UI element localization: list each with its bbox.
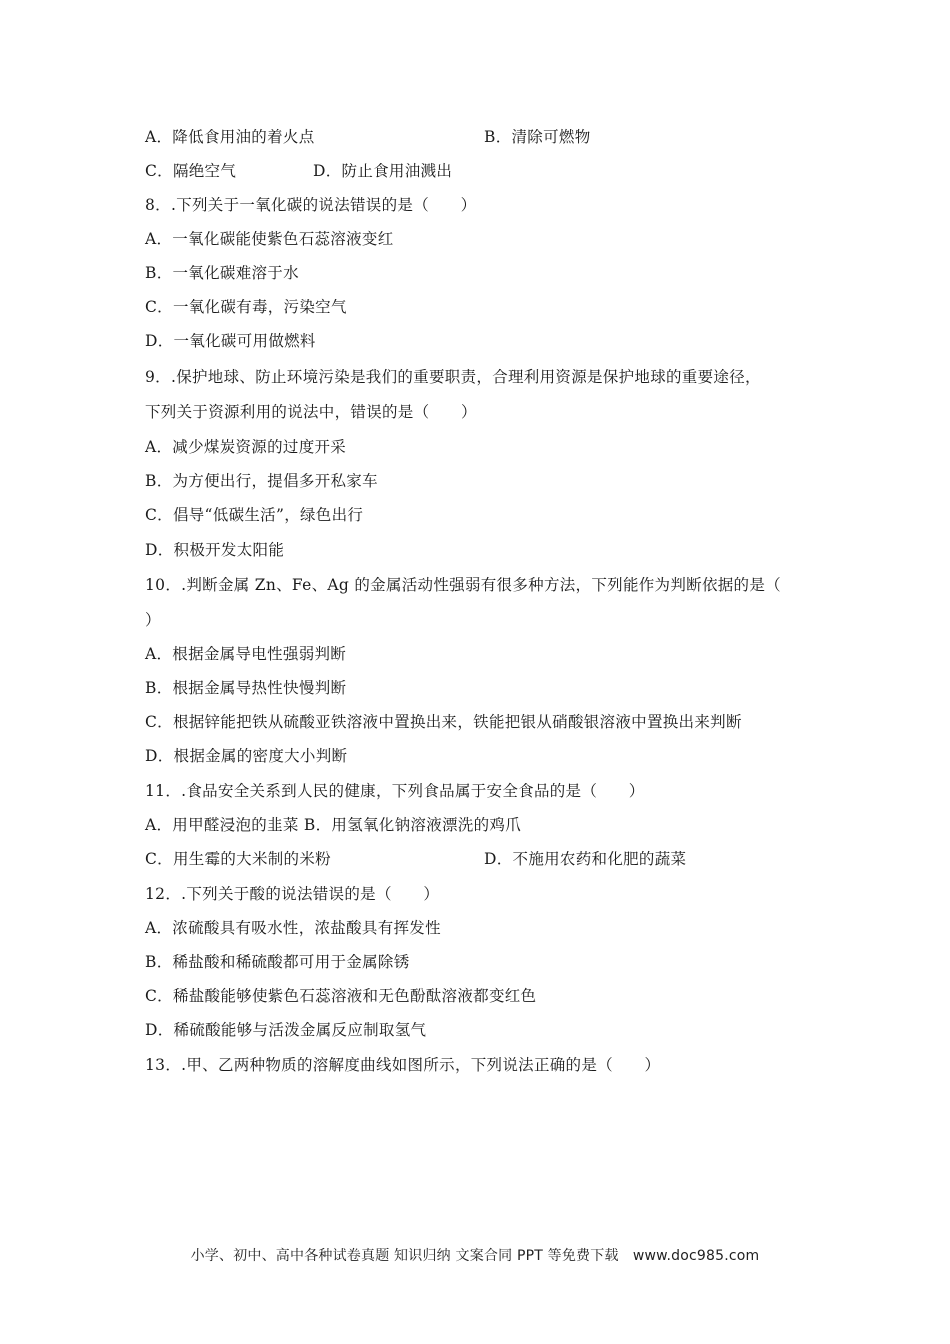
q10-option-c: C．根据锌能把铁从硫酸亚铁溶液中置换出来，铁能把银从硝酸银溶液中置换出来判断	[145, 713, 742, 731]
q11-option-ab: A．用甲醛浸泡的韭菜 B．用氢氧化钠溶液漂洗的鸡爪	[145, 816, 522, 834]
q10-option-b: B．根据金属导热性快慢判断	[145, 679, 347, 697]
q8-stem: 8．.下列关于一氧化碳的说法错误的是（ ）	[145, 196, 477, 214]
q9-option-d: D．积极开发太阳能	[145, 541, 285, 559]
q10-option-a: A．根据金属导电性强弱判断	[145, 645, 347, 663]
q8-option-c: C．一氧化碳有毒，污染空气	[145, 298, 347, 316]
q9-option-a: A．减少煤炭资源的过度开采	[145, 438, 347, 456]
q8-option-b: B．一氧化碳难溶于水	[145, 264, 299, 282]
q7-option-b: B．清除可燃物	[484, 128, 591, 146]
q12-stem: 12．.下列关于酸的说法错误的是（ ）	[145, 885, 440, 903]
page-footer: 小学、初中、高中各种试卷真题 知识归纳 文案合同 PPT 等免费下载 www.doc985.com	[190, 1248, 760, 1264]
q12-option-c: C．稀盐酸能够使紫色石蕊溶液和无色酚酞溶液都变红色	[145, 987, 537, 1005]
q8-option-d: D．一氧化碳可用做燃料	[145, 332, 316, 350]
q7-option-d: D．防止食用油溅出	[313, 162, 453, 180]
q10-stem-line1: 10．.判断金属 Zn、Fe、Ag 的金属活动性强弱有很多种方法，下列能作为判断依据的是（	[145, 576, 781, 594]
q12-option-d: D．稀硫酸能够与活泼金属反应制取氢气	[145, 1021, 427, 1039]
q10-stem-line2: ）	[145, 611, 161, 629]
q9-stem-line1: 9．.保护地球、防止环境污染是我们的重要职责，合理利用资源是保护地球的重要途径，	[145, 368, 761, 386]
q9-stem-line2: 下列关于资源利用的说法中，错误的是（ ）	[145, 403, 477, 421]
q7-option-a: A．降低食用油的着火点	[145, 128, 315, 146]
q11-option-c: C．用生霉的大米制的米粉	[145, 850, 331, 868]
q8-option-a: A．一氧化碳能使紫色石蕊溶液变红	[145, 230, 394, 248]
q10-option-d: D．根据金属的密度大小判断	[145, 747, 348, 765]
q9-option-c: C．倡导“低碳生活”，绿色出行	[145, 506, 364, 524]
q7-option-c: C．隔绝空气	[145, 162, 237, 180]
q11-stem: 11．.食品安全关系到人民的健康，下列食品属于安全食品的是（ ）	[145, 782, 645, 800]
q12-option-b: B．稀盐酸和稀硫酸都可用于金属除锈	[145, 953, 410, 971]
q12-option-a: A．浓硫酸具有吸水性，浓盐酸具有挥发性	[145, 919, 441, 937]
q13-stem: 13．.甲、乙两种物质的溶解度曲线如图所示，下列说法正确的是（ ）	[145, 1056, 661, 1074]
q11-option-d: D．不施用农药和化肥的蔬菜	[484, 850, 687, 868]
q9-option-b: B．为方便出行，提倡多开私家车	[145, 472, 378, 490]
